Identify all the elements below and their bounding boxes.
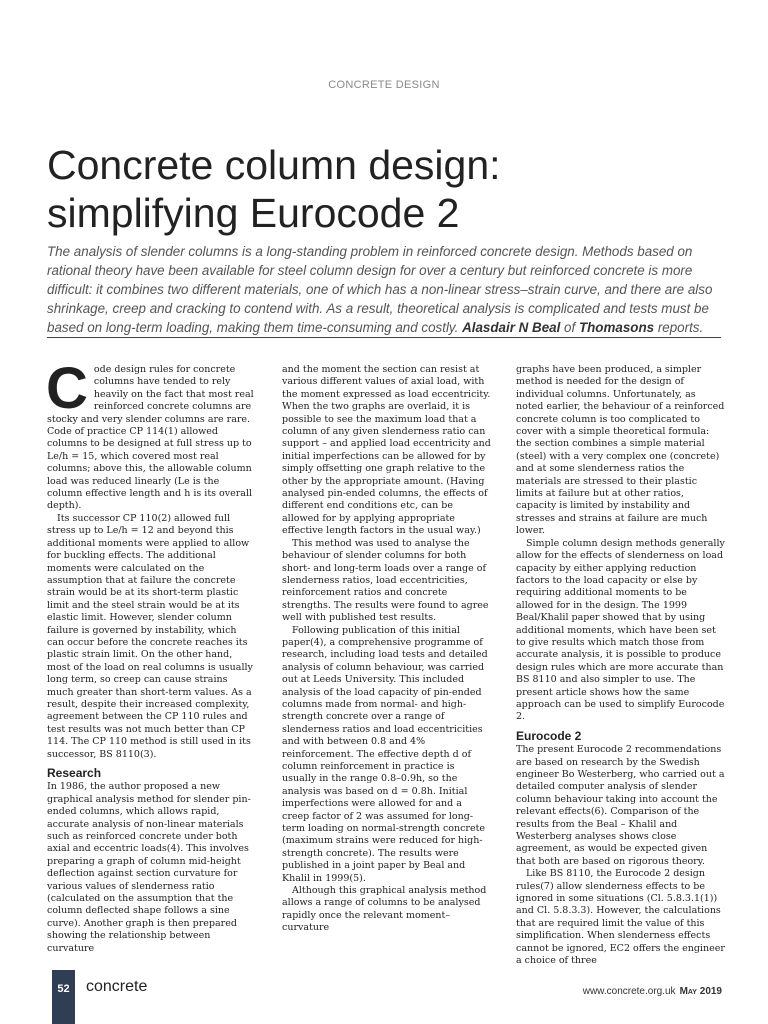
title-line-1: Concrete column design:: [47, 142, 501, 188]
drop-cap: C: [46, 356, 88, 421]
footer-info: [583, 986, 722, 997]
standfirst-reports: reports.: [654, 320, 704, 335]
section-label: CONCRETE DESIGN: [328, 79, 440, 91]
footer-page-tab: [52, 970, 75, 1024]
body-paragraph: In 1986, the author proposed a new graphical analysis method for slender pin-ended columns, which allows rapid, accurate analysis of non-linear materials such as reinforced concrete under both axial and eccentric loads(4). This involves preparing a graph of column mid-height deflection against section curvature for various values of slenderness ratio (calculated on the assumption that the column deflected shape follows a sine curve). Another graph is then prepared showing the relationship between curvature: [47, 781, 251, 954]
title-line-2: simplifying Eurocode 2: [47, 190, 460, 236]
body-paragraph: ode design rules for concrete columns have tended to rely heavily on the fact that most real reinforced concrete columns are stocky and very slender columns are rare. Code of practice CP 114(1) allowed columns to be designed at full stress up to Le/h = 15, which covered most real columns; above this, the allowable column load was reduced linearly (Le is the column effective length and h is its overall depth).: [47, 364, 254, 512]
standfirst-text: The analysis of slender columns is a long-standing problem in reinforced concrete design. Methods based on rational theory have been available for steel column design for over a century but reinforced concrete is more difficult: it combines two different materials, one of which has a non-linear stress–strain curve, and there are also shrinkage, creep and cracking to contend with. As a result, theoretical analysis is complicated and tests must be based on long-term loading, making them time-consuming and costly.: [47, 244, 713, 335]
section-heading-research: Research: [47, 766, 102, 780]
footer-url: www.concrete.org.uk: [582, 986, 676, 997]
body-paragraph: Although this graphical analysis method allows a range of columns to be analysed rapidly once the relevant moment–curvature: [282, 885, 487, 934]
body-paragraph: Its successor CP 110(2) allowed full stress up to Le/h = 12 and beyond this additional moments were applied to allow for buckling effects. The additional moments were calculated on the assumption that at failure the concrete strain would be at its short-term plastic limit and the steel strain would be at its elastic limit. However, slender column failure is governed by instability, which can occur before the concrete reaches its plastic strain limit. On the other hand, most of the load on real columns is usually long term, so creep can cause strains much greater than short-term values. As a result, despite their increased complexity, agreement between the CP 110 rules and test results was not much better than CP 114. The CP 110 method is still used in its successor, BS 8110(3).: [47, 512, 253, 760]
article-title: [47, 141, 727, 237]
body-paragraph: Like BS 8110, the Eurocode 2 design rules(7) allow slenderness effects to be ignored in some situations (Cl. 5.8.3.1(1)) and Cl. 5.8.3.3). However, the calculations that are required limit the value of this simplification. When slenderness effects cannot be ignored, EC2 offers the engineer a choice of three: [516, 868, 725, 967]
standfirst-of: of: [560, 320, 579, 335]
company-name: Thomasons: [578, 320, 655, 335]
body-paragraph: and the moment the section can resist at various different values of axial load, with the moment expressed as load eccentricity. When the two graphs are overlaid, it is possible to see the maximum load that a column of any given slenderness ratio can support – and applied load eccentricity and initial imperfections can be allowed for by simply offsetting one graph relative to the other by the appropriate amount. (Having analysed pin-ended columns, the effects of different end conditions etc, can be allowed for by applying appropriate effective length factors in the usual way.): [282, 364, 491, 537]
column-2: [282, 364, 491, 935]
section-heading-eurocode-2: Eurocode 2: [516, 728, 582, 743]
body-paragraph: graphs have been produced, a simpler method is needed for the design of individual columns. Unfortunately, as noted earlier, the behaviour of a reinforced concrete column is too complicated to cover with a simple theoretical formula: the section combines a simple material (steel) with a very complex one (concrete) and at some slenderness ratios the materials are stressed to their plastic limits at failure but at other ratios, capacity is limited by instability and stresses and strains at failure are much lower.: [516, 364, 725, 537]
column-1: [46, 356, 256, 955]
issue-date: May 2019: [679, 986, 722, 997]
standfirst: [47, 242, 727, 337]
column-3: [516, 364, 725, 968]
body-paragraph: Following publication of this initial paper(4), a comprehensive programme of research, including load tests and detailed analysis of column behaviour, was carried out at Leeds University. This included analysis of the load capacity of pin-ended columns made from normal- and high-strength concrete over a range of slenderness ratios and load eccentricities and with between 0.8 and 4% reinforcement. The effective depth d of column reinforcement in practice is usually in the range 0.8–0.9h, so the analysis was based on d = 0.8h. Initial imperfections were allowed for and a creep factor of 2 was assumed for long-term loading on normal-strength concrete (maximum strains were reduced for high-strength concrete). The results were published in a joint paper by Beal and Khalil in 1999(5).: [282, 624, 488, 884]
body-paragraph: The present Eurocode 2 recommendations are based on research by the Swedish engineer Bo Westerberg, who carried out a detailed computer analysis of slender column behaviour taking into account the relevant effects(6). Comparison of the results from the Beal – Khalil and Westerberg analyses shows close agreement, as would be expected given that both are based on rigorous theory.: [516, 744, 725, 867]
body-paragraph: This method was used to analyse the behaviour of slender columns for both short- and long-term loads over a range of slenderness ratios, load eccentricities, reinforcement ratios and concrete strengths. The results were found to agree well with published test results.: [282, 537, 489, 624]
body-paragraph: Simple column design methods generally allow for the effects of slenderness on load capacity by either applying reduction factors to the load capacity or else by requiring additional moments to be allowed for in the design. The 1999 Beal/Khalil paper showed that by using additional moments, which have been set to give results which match those from accurate analysis, it is possible to produce design rules which are more accurate than BS 8110 and also simpler to use. The present article shows how the same approach can be used to simplify Eurocode 2.: [516, 537, 725, 723]
magazine-name: concrete: [86, 978, 148, 995]
page-number: 52: [57, 983, 70, 995]
header-rule: [47, 337, 721, 338]
author-name: Alasdair N Beal: [462, 320, 561, 335]
